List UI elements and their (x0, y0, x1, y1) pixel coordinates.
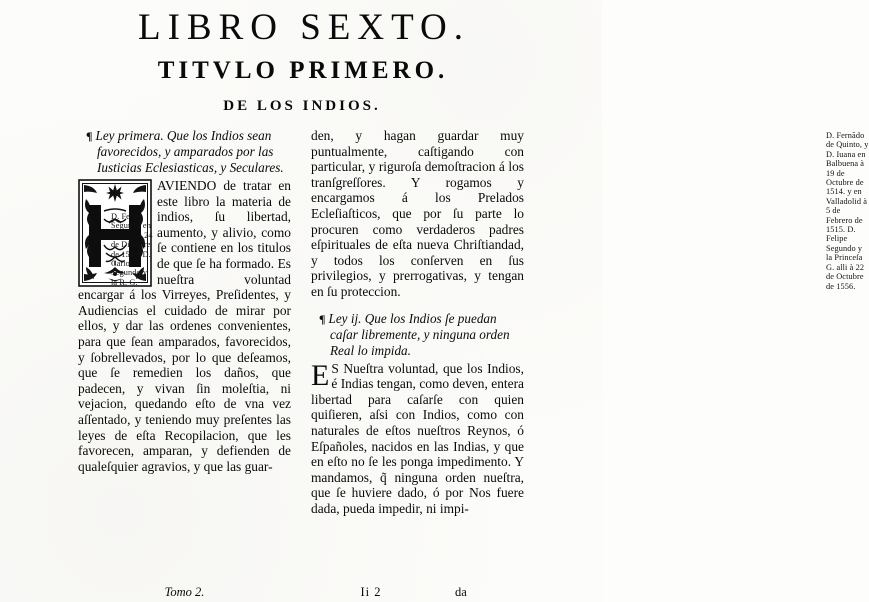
law-primera-body-block (78, 178, 291, 474)
pilcrow-icon: ¶ (86, 129, 93, 143)
page-title-titulo: TITVLO PRIMERO. (157, 57, 449, 84)
law-heading-primera-text: Ley primera. Que los Indios sean favorecidos, y amparados por las Iusticias Eclesiasticas, y Seculares. (95, 128, 284, 175)
law-primera-opening-word: AVIENDO (157, 178, 217, 193)
law-ij-body-text: Nueſtra voluntad, que los Indios, é Indias tengan, como deven, entera libertad para caſarſe con quien quiſieren, aſsi con Indios, como con naturales de eſtos nueſtros Reynos, ó Eſpañoles, nacidos en las Indias, y que en eſto no ſe les ponga impedimento. Y mandamos, q̃ ninguna orden nueſtra, que ſe huviere dado, ó por Nos fuere dada, pueda impedir, ni impi- (311, 360, 524, 516)
law-heading-ij-text: Ley ij. Que los Indios ſe puedan caſar libremente, y ninguna orden Real lo impida. (328, 310, 510, 358)
right-column (311, 128, 869, 516)
margin-note-left: D. Felipe Segundo en Madrid a 24 de Diziẽbre de 1580. D. Carlos Segundo y la R. G. (111, 212, 153, 287)
law-heading-primera (86, 128, 291, 176)
margin-note-right: D. Fernãdo de Quinto, y D. Iuana en Balbuena à 19 de Octubre de 1514. y en Valladolid à 5 de Febrero de 1515. D. Felipe Segundo y la Princeſa G. alli à 22 de Octubre de 1556. (826, 131, 869, 291)
footer-signature: Ii 2 (360, 585, 382, 599)
law-ij-body (311, 358, 524, 517)
law-primera-continuation: den, y hagan guardar muy puntualmente, caſtigando con particular, y riguroſa demoſtracion á los tranſgreſſores. Y rogamos y encargamos á los Prelados Ecleſiaſticos, que por ſu parte lo procuren como verdaderos padres eſpirituales de eſta nueva Chriſtiandad, y todos los conſerven en ſus privilegios, y prerrogativas, y tengan en ſu proteccion. (311, 128, 524, 299)
left-column (78, 128, 291, 474)
page-title-libro: LIBRO SEXTO. (137, 7, 471, 48)
footer-catchword: da (455, 585, 467, 599)
law-ij-opening-letter: S (331, 360, 339, 376)
law-primera-body-text: de tratar en este libro la materia de indios, ſu libertad, aumento, y alivio, como ſe contiene en los titulos de que ſe ha formado. Es nueſtra voluntad encargar á los Virreyes, Preſidentes, y Audiencias el cuidado de mirar por ellos, y dar las ordenes convenientes, para que ſean amparados, favorecidos, y ſobrellevados, por lo que deſeamos, que ſe remedien los daños, que padecen, y vivan ſin moleſtia, ni vejacion, quedando eſto de vna vez aſſentado, y teniendo muy preſentes las leyes de eſta Recopilacion, que les favorecen, amparan, y defienden de qualeſquier agravios, y que las guar- (78, 178, 291, 474)
initial-letter-e: E (311, 358, 330, 392)
footer-tomo: Tomo 2. (164, 585, 205, 599)
page-subtitle-deloseindios: DE LOS INDIOS. (223, 98, 381, 114)
two-column-body (0, 128, 869, 602)
law-heading-ij (319, 311, 524, 359)
pilcrow-icon-2: ¶ (319, 311, 326, 326)
